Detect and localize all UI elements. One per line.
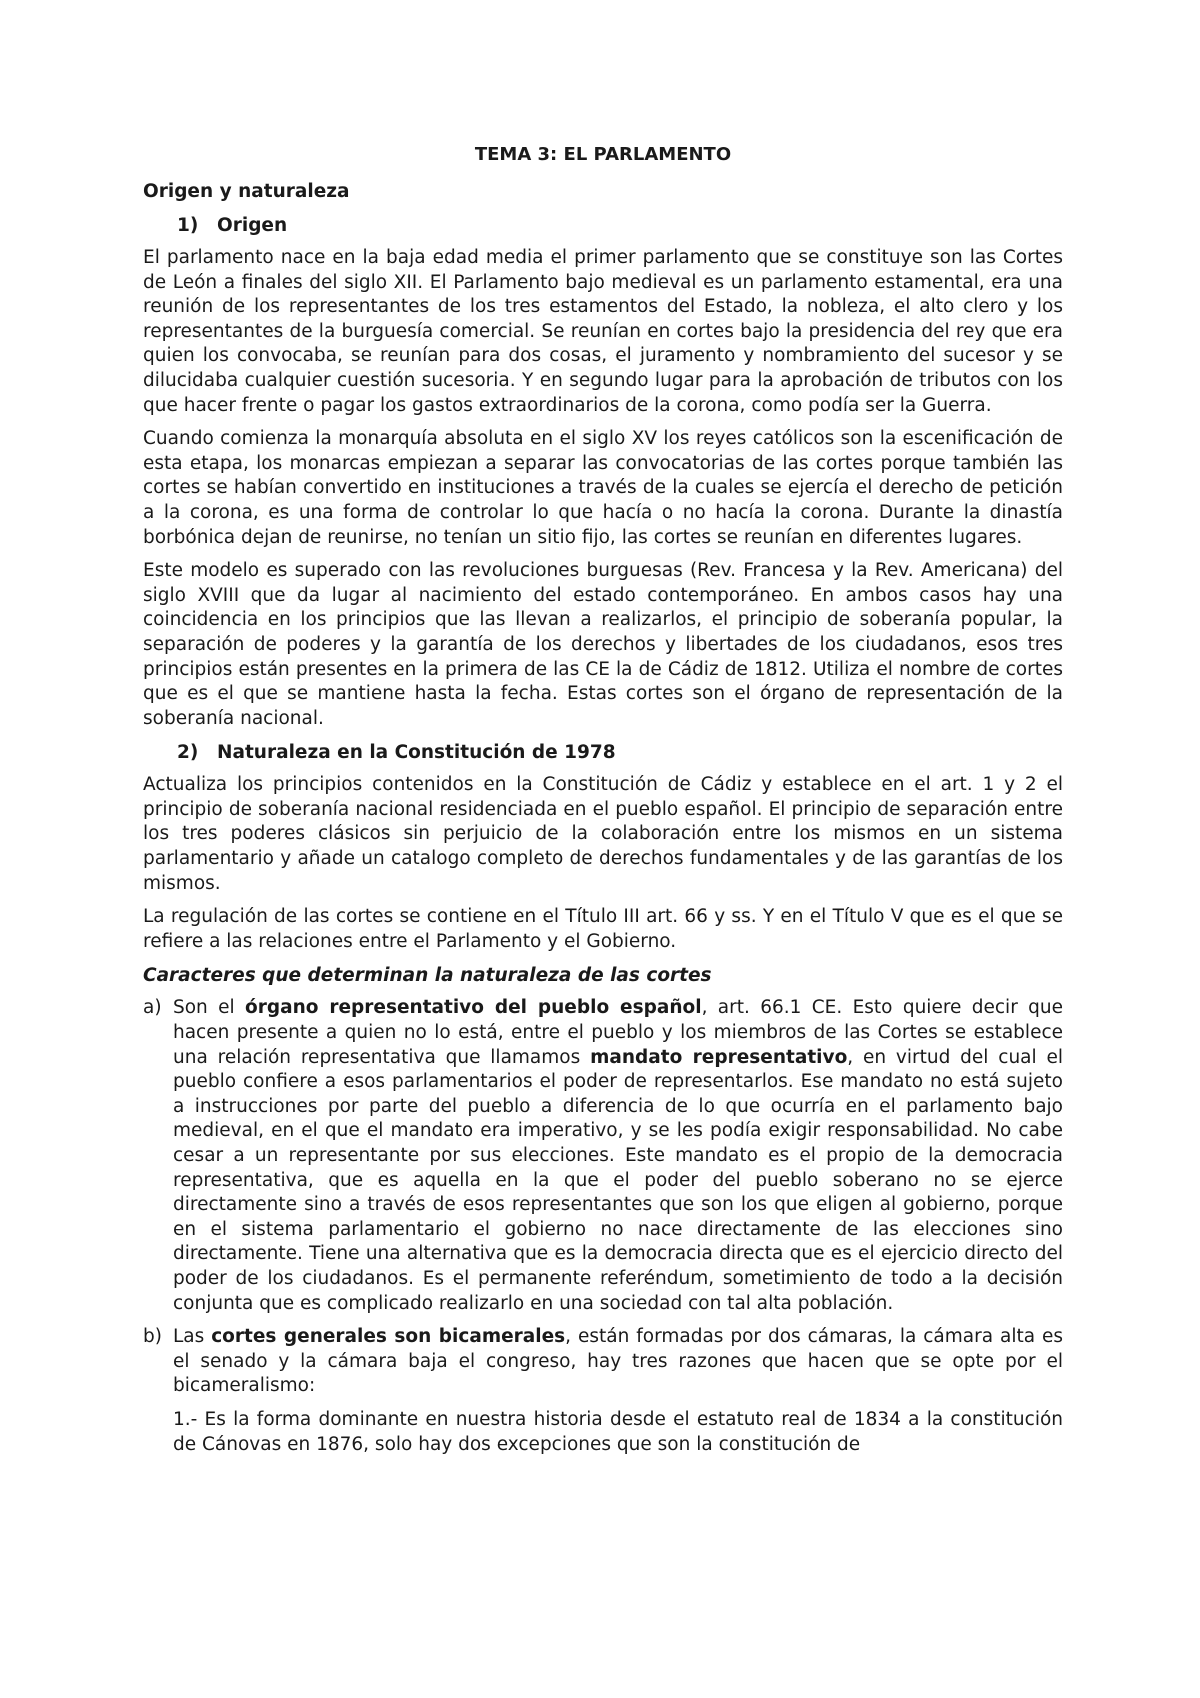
text-run: , art. 66.1 CE. Esto quiere decir que hacen presente a quien no lo está, entre el pueblo y los miembros de las Cortes se establece una relación representativa que llamamos [173,997,1063,1068]
document-title: TEMA 3: EL PARLAMENTO [474,144,732,165]
list-item-b [143,1325,1063,1399]
heading-caracteres: Caracteres que determinan la naturaleza de las cortes [143,965,712,987]
paragraph-bicameral-reason-1: 1.- Es la forma dominante en nuestra historia desde el estatuto real de 1834 a la constitución de Cánovas en 1876, solo hay dos excepciones que son la constitución de [173,1408,1063,1455]
list-marker: b) [143,1326,162,1348]
paragraph-origen-2: Cuando comienza la monarquía absoluta en el siglo XV los reyes católicos son la escenificación de esta etapa, los monarcas empiezan a separar las convocatorias de las cortes porque también las cortes se habían convertido en instituciones a través de la cuales se ejercía el derecho de petición a la corona, es una forma de controlar lo que hacía o no hacía la corona. Durante la dinastía borbónica dejan de reunirse, no tenían un sitio fijo, las cortes se reunían en diferentes lugares. [143,428,1063,548]
list-marker: a) [143,997,162,1019]
bold-run: órgano representativo del pueblo español [245,997,702,1019]
section-heading-origen-naturaleza: Origen y naturaleza [143,181,350,202]
subheading-origen [177,213,1063,238]
paragraph-naturaleza-1: Actualiza los principios contenidos en la Constitución de Cádiz y establece en el art. 1 y 2 el principio de soberanía nacional residenciada en el pueblo español. El principio de separación entre los tres poderes clásicos sin perjuicio de la colaboración entre los mismos en un sistema parlamentario y añade un catalogo completo de derechos fundamentales y de las garantías de los mismos. [143,774,1063,894]
subheading-label: Origen [217,215,288,236]
list-item-text [173,996,1063,1316]
paragraph-naturaleza-2: La regulación de las cortes se contiene en el Título III art. 66 y ss. Y en el Título V que es el que se refiere a las relaciones entre el Parlamento y el Gobierno. [143,906,1063,952]
list-item-text [173,1325,1063,1399]
paragraph-origen-3: Este modelo es superado con las revoluciones burguesas (Rev. Francesa y la Rev. Americana) del siglo XVIII que da lugar al nacimiento del estado contemporáneo. En ambos casos hay una coincidencia en los principios que las llevan a realizarlos, el principio de soberanía popular, la separación de poderes y la garantía de los derechos y libertades de los ciudadanos, esos tres principios están presentes en la primera de las CE la de Cádiz de 1812. Utiliza el nombre de cortes que es el que se mantiene hasta la fecha. Estas cortes son el órgano de representación de la soberanía nacional. [143,560,1063,729]
text-run: , en virtud del cual el pueblo confiere a esos parlamentarios el poder de representarlos. Ese mandato no está sujeto a instrucciones por parte del pueblo a diferencia de lo que ocurría en el parlamento bajo medieval, en el que el mandato era imperativo, y se les podía exigir responsabilidad. No cabe cesar a un representante por sus elecciones. Este mandato es el propio de la democracia representativa, que es aquella en la que el poder del pueblo soberano no se ejerce directamente sino a través de esos representantes que son los que eligen al gobierno, porque en el sistema parlamentario el gobierno no nace directamente de las elecciones sino directamente. Tiene una alternativa que es la democracia directa que es el ejercicio directo del poder de los ciudadanos. Es el permanente referéndum, sometimiento de todo a la decisión conjunta que es complicado realizarlo en una sociedad con tal alta población. [173,1046,1063,1314]
text-run: , están formadas por dos cámaras, la cámara alta es el senado y la cámara baja el congreso, hay tres razones que hacen que se opte por el bicameralismo: [173,1326,1064,1397]
subheading-naturaleza [177,740,1063,765]
text-run: Son el [173,997,246,1019]
subheading-number: 2) [177,742,199,764]
list-item-a [143,996,1063,1316]
subheading-number: 1) [177,215,199,236]
text-run: Las [173,1326,212,1348]
paragraph-origen-1: El parlamento nace en la baja edad media el primer parlamento que se constituye son las Cortes de León a finales del siglo XII. El Parlamento bajo medieval es un parlamento estamental, era una reunión de los representantes de los tres estamentos del Estado, la nobleza, el alto clero y los representantes de la burguesía comercial. Se reunían en cortes bajo la presidencia del rey que era quien los convocaba, se reunían para dos cosas, el juramento y nombramiento del sucesor y se dilucidaba cualquier cuestión sucesoria. Y en segundo lugar para la aprobación de tributos con los que hacer frente o pagar los gastos extraordinarios de la corona, como podía ser la Guerra. [143,247,1063,416]
bold-run: mandato representativo [590,1046,848,1068]
subheading-label: Naturaleza en la Constitución de 1978 [217,742,616,764]
bold-run: cortes generales son bicamerales [211,1326,566,1348]
